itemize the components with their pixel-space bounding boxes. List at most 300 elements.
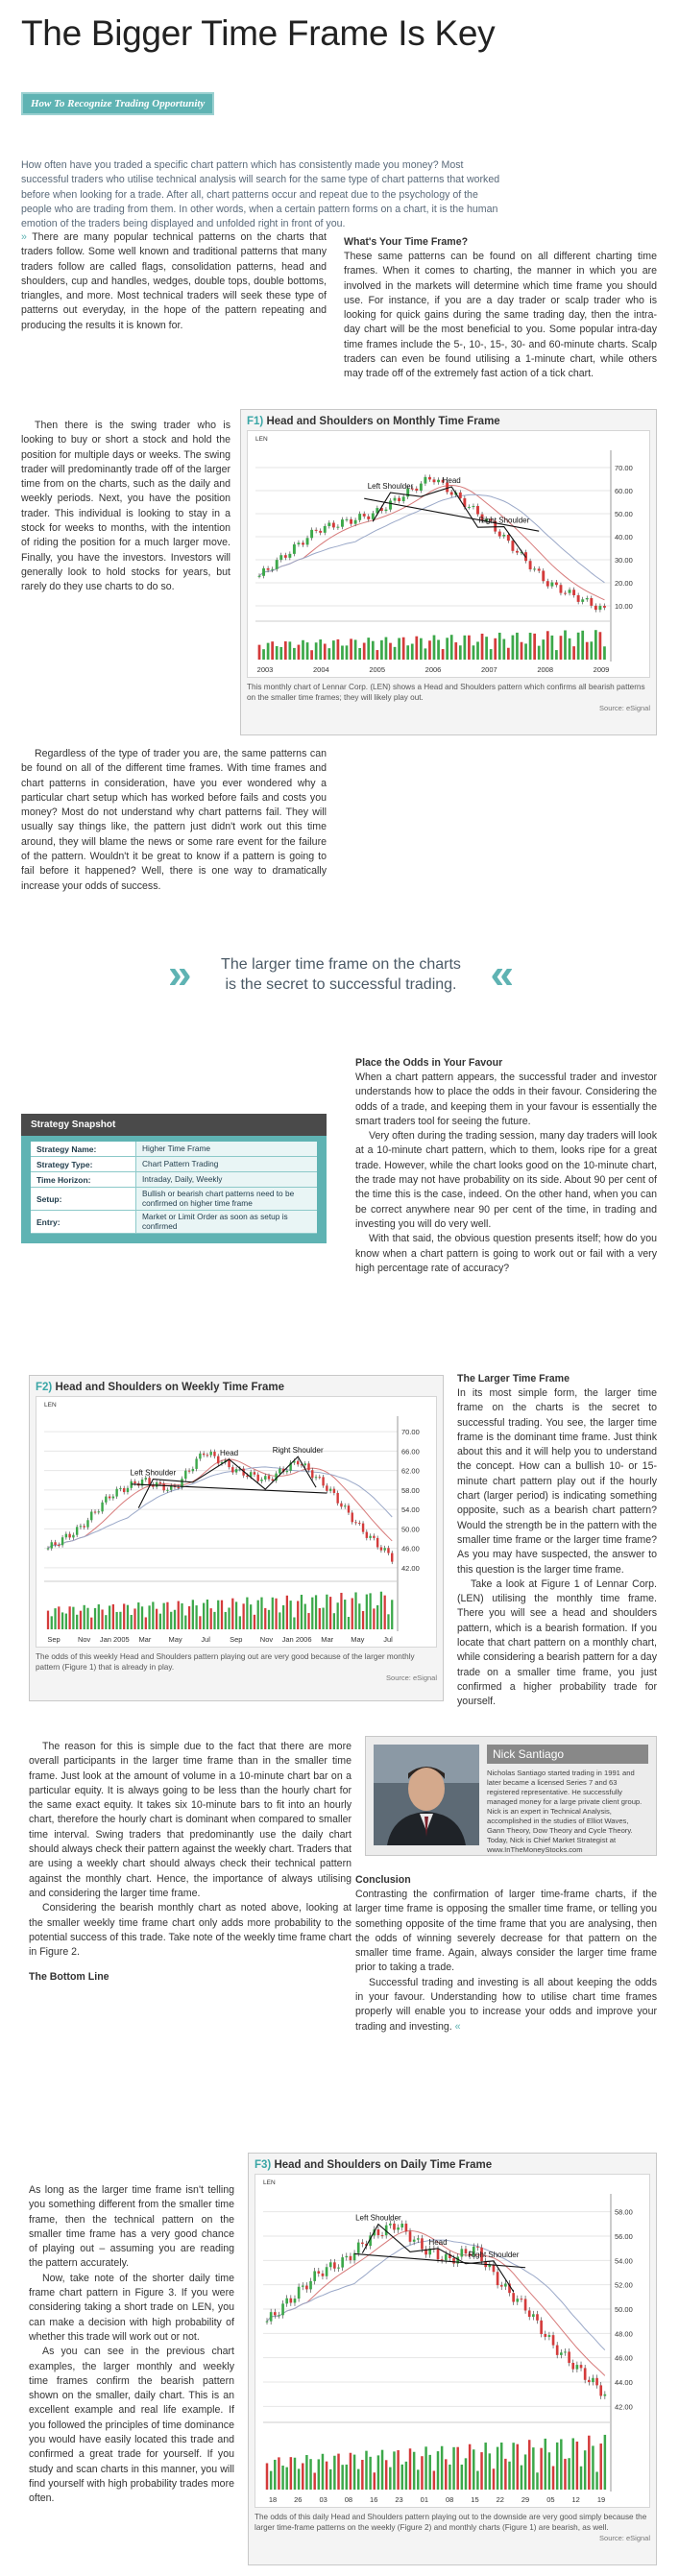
volume-bar: [363, 643, 366, 660]
volume-bar: [481, 634, 484, 660]
candle: [94, 1512, 96, 1513]
volume-bar: [148, 1605, 150, 1629]
volume-bar: [417, 2469, 419, 2490]
volume-bar: [480, 2452, 482, 2490]
volume-bar: [225, 1612, 227, 1629]
candle: [552, 2335, 555, 2345]
volume-bar: [584, 2450, 586, 2490]
volume-bar: [329, 2469, 331, 2490]
volume-bar: [353, 2455, 355, 2490]
volume-bar: [242, 1603, 244, 1629]
candle: [329, 2262, 332, 2267]
candle: [213, 1452, 215, 1457]
head-label: Head: [442, 475, 461, 485]
volume-bar: [572, 2438, 574, 2490]
y-tick-label: 60.00: [615, 487, 633, 495]
column-place-odds: [355, 1051, 657, 1276]
volume-bar: [346, 2465, 348, 2490]
candle: [504, 2283, 507, 2286]
volume-bar: [517, 2444, 519, 2490]
candle: [156, 1482, 158, 1487]
candle: [332, 522, 335, 527]
volume-bar: [592, 2445, 594, 2490]
volume-bar: [327, 648, 330, 660]
volume-bar: [393, 2451, 395, 2490]
volume-bar: [188, 1606, 190, 1629]
candle: [358, 1523, 360, 1524]
volume-bar: [239, 1616, 241, 1629]
candle: [84, 1526, 85, 1527]
volume-bar: [405, 2462, 407, 2490]
volume-bar: [309, 2459, 311, 2490]
volume-bar: [452, 2447, 454, 2490]
candle: [500, 2285, 503, 2286]
y-tick-label: 70.00: [401, 1428, 420, 1437]
candle: [307, 1463, 309, 1470]
candle: [90, 1512, 92, 1521]
candle: [350, 519, 352, 524]
volume-bar: [260, 1598, 262, 1629]
candle: [188, 1471, 190, 1472]
author-photo: [374, 1745, 479, 1845]
volume-bar: [560, 636, 563, 660]
volume-bar: [112, 1604, 114, 1629]
volume-bar: [568, 2458, 570, 2490]
candle: [559, 585, 562, 592]
volume-bar: [456, 2447, 458, 2490]
volume-bar: [184, 1616, 186, 1629]
candle: [178, 1487, 180, 1488]
candle: [313, 2271, 316, 2280]
volume-bar: [594, 630, 597, 660]
volume-bar: [391, 1600, 393, 1629]
end-mark: «: [451, 2020, 461, 2033]
volume-bar: [133, 1608, 135, 1629]
volume-bar: [381, 2450, 383, 2490]
volume-bar: [524, 643, 527, 660]
candle: [571, 2363, 574, 2370]
left-shoulder-label: Left Shoulder: [130, 1468, 177, 1478]
head-shoulders-outline: [138, 1457, 316, 1507]
volume-bar: [319, 639, 322, 660]
volume-bar: [411, 644, 414, 660]
candle: [203, 1454, 205, 1455]
candle: [272, 1480, 274, 1481]
volume-bar: [524, 2454, 526, 2490]
volume-bar: [369, 2457, 371, 2490]
volume-bar: [290, 1601, 292, 1629]
volume-bar: [54, 1608, 56, 1629]
candle: [502, 535, 505, 537]
paragraph-3: Then there is the swing trader who is looking to buy or short a stock and hold the position for multiple days or weeks. The swing trader will predominantly trade off of the larger time from on the charts, such as the daily and weekly periods. Next, you have the position trader. This individual is looking to stay in a stock for weeks to months, with the intention of riding the position for a much larger move. Finally, you have the investors. Investors will generally look to hold stocks for years, but rarely do they use charts to do so.: [21, 420, 230, 593]
volume-bar: [195, 1605, 197, 1629]
moving-average-line: [259, 494, 604, 583]
candle: [394, 498, 397, 501]
y-tick-label: 50.00: [401, 1525, 420, 1534]
x-tick-label: 15: [471, 2495, 479, 2504]
quote-line-2: is the secret to successful trading.: [225, 976, 457, 993]
candle: [540, 2321, 543, 2334]
x-tick-label: Jul: [201, 1635, 210, 1644]
candle: [433, 479, 436, 482]
y-tick-label: 54.00: [401, 1505, 420, 1515]
x-tick-label: 08: [445, 2495, 454, 2504]
candle: [354, 520, 357, 524]
volume-bar: [550, 636, 553, 660]
candle: [326, 2267, 328, 2276]
volume-bar: [298, 2468, 300, 2490]
volume-bar: [473, 645, 475, 660]
x-tick-label: Mar: [138, 1635, 152, 1644]
candle: [327, 522, 330, 525]
volume-bar: [586, 642, 589, 660]
x-tick-label: 16: [370, 2495, 378, 2504]
candle: [415, 489, 418, 491]
candle: [345, 2256, 348, 2257]
volume-bar: [384, 1596, 386, 1629]
volume-bar: [333, 2456, 335, 2490]
x-tick-label: May: [351, 1635, 365, 1644]
y-tick-label: 10.00: [615, 602, 633, 611]
candle: [341, 519, 344, 527]
volume-bar: [476, 641, 479, 660]
y-tick-label: 48.00: [615, 2329, 633, 2339]
candle: [512, 2293, 515, 2301]
volume-bar: [380, 640, 383, 660]
volume-bar: [65, 1614, 67, 1629]
snapshot-key: Strategy Name:: [31, 1142, 136, 1156]
volume-bar: [310, 650, 313, 660]
volume-bar: [217, 1601, 219, 1629]
volume-bar: [329, 1597, 331, 1629]
volume-bar: [473, 2449, 474, 2490]
volume-bar: [302, 2463, 303, 2490]
volume-bar: [326, 2462, 327, 2490]
candle: [532, 2314, 535, 2317]
portrait-icon: [374, 1745, 479, 1845]
volume-bar: [294, 2458, 296, 2490]
candle: [304, 1463, 306, 1465]
candle: [105, 1497, 107, 1503]
volume-bar: [468, 636, 471, 660]
volume-bar: [424, 648, 427, 660]
candle: [209, 1452, 211, 1456]
candle: [581, 599, 584, 602]
volume-bar: [47, 1611, 49, 1629]
candle: [507, 535, 510, 541]
candle: [362, 1524, 364, 1532]
volume-bar: [604, 2435, 606, 2490]
volume-bar: [367, 638, 370, 660]
candle: [109, 1497, 110, 1499]
candle: [372, 514, 375, 519]
volume-bar: [350, 638, 352, 660]
candle: [516, 2299, 519, 2301]
candle: [123, 1488, 125, 1492]
candle: [398, 498, 400, 501]
candle: [421, 2238, 424, 2249]
volume-bar: [346, 645, 349, 660]
candle: [348, 1505, 350, 1512]
candle: [76, 1527, 78, 1534]
volume-bar: [556, 2443, 558, 2490]
candle: [476, 506, 479, 515]
candle: [54, 1542, 56, 1545]
candle: [319, 531, 322, 533]
paragraph-12: As long as the larger time frame isn't telling you something different from the smaller time frame, then the technical pattern on the smaller time frame has a very good chance of playing out – assuming you are reading the pattern accurately.: [29, 2184, 234, 2270]
volume-bar: [572, 646, 575, 660]
volume-bar: [318, 2459, 320, 2490]
volume-bar: [313, 2472, 315, 2490]
volume-bar: [123, 1603, 125, 1629]
snapshot-row: [31, 1172, 317, 1188]
y-tick-label: 42.00: [401, 1563, 420, 1573]
figure-2-source: Source: eSignal: [386, 1673, 437, 1682]
paragraph-10: The reason for this is simple due to the fact that there are more overall participants in the larger time frame than in the smaller time frame. Just look at the amount of volume in a 10-minute chart bar on a particular equity. It is always going to be less than the hourly chart for the same exact equity. It takes six 10-minute bars to fit into an hourly chart, therefore the hourly chart is dominant when compared to smaller time interval. Swing traders that predominantly use the daily chart should always check their pattern against the weekly chart. Traders that are using a weekly chart should always check their technical pattern against the monthly chart. Hence, the importance of always utilising and considering the larger time frame.: [29, 1741, 352, 1899]
heading-bottom-line: The Bottom Line: [29, 1971, 109, 1984]
volume-bar: [166, 1602, 168, 1629]
candle: [231, 1467, 233, 1472]
snapshot-row: [31, 1157, 317, 1172]
candle: [235, 1469, 237, 1472]
figure-1-title: Head and Shoulders on Monthly Time Frame: [266, 416, 500, 427]
x-tick-label: 2009: [593, 665, 610, 674]
quote-open-mark: »: [168, 951, 192, 998]
volume-bar: [68, 1606, 70, 1629]
volume-bar: [532, 2447, 534, 2490]
volume-bar: [437, 639, 440, 660]
volume-bar: [101, 1609, 103, 1629]
volume-bar: [528, 2440, 530, 2490]
head-label: Head: [219, 1448, 239, 1457]
candle: [344, 1505, 346, 1506]
volume-bar: [181, 1603, 182, 1629]
volume-bar: [137, 1602, 139, 1629]
candle: [555, 583, 558, 586]
candle: [603, 606, 606, 608]
y-tick-label: 40.00: [615, 533, 633, 542]
candle: [192, 1469, 194, 1471]
candle: [310, 530, 313, 538]
x-tick-label: 01: [420, 2495, 429, 2504]
figure-3-chart: [255, 2175, 651, 2507]
column-bottom-left: [29, 2183, 234, 2507]
candle: [397, 2227, 400, 2229]
volume-bar: [569, 638, 571, 660]
candle: [400, 2224, 403, 2227]
snapshot-header: Strategy Snapshot: [21, 1114, 327, 1136]
candle: [195, 1458, 197, 1469]
volume-bar: [341, 645, 344, 660]
candle: [437, 480, 440, 482]
candle: [441, 2259, 444, 2260]
candle: [278, 2315, 280, 2316]
snapshot-row: [31, 1188, 317, 1211]
candle: [363, 514, 366, 517]
candle: [538, 568, 541, 570]
candle: [393, 2224, 396, 2230]
volume-bar: [500, 2443, 502, 2490]
volume-bar: [450, 635, 453, 660]
candle: [599, 2385, 602, 2395]
volume-bar: [498, 633, 501, 660]
volume-bar: [311, 1598, 313, 1629]
candle: [311, 1470, 313, 1478]
volume-bar: [254, 1615, 255, 1629]
candle: [340, 1504, 342, 1507]
volume-bar: [521, 2466, 522, 2490]
neckline: [364, 498, 539, 531]
candle: [381, 2235, 384, 2236]
candle: [528, 2310, 531, 2317]
candle: [333, 2262, 336, 2268]
volume-bar: [490, 649, 493, 660]
candle: [377, 2229, 380, 2235]
candle: [260, 1480, 262, 1481]
figure-2-title: Head and Shoulders on Weekly Time Frame: [55, 1382, 285, 1393]
left-shoulder-label: Left Shoulder: [355, 2213, 401, 2223]
author-bio: Nicholas Santiago started trading in 1991 and later became a licensed Series 7 and 63 registered representative. He successfully managed money for a large private client group. Nick is an expert in Technical Analysis, accomplished in the studies of Elliot Waves, Gann Theory, Dow Theory and Cycle Theory. Today, Nick is Chief Market Strategist at www.InTheMoneyStocks.com: [487, 1769, 643, 1854]
candle: [409, 2231, 412, 2242]
volume-bar: [257, 1601, 259, 1629]
volume-bar: [369, 1593, 371, 1629]
snapshot-value: Market or Limit Order as soon as setup is confirmed: [136, 1211, 317, 1233]
snapshot-key: Entry:: [31, 1211, 136, 1233]
volume-bar: [131, 1615, 133, 1629]
volume-bar: [546, 631, 549, 660]
volume-bar: [485, 637, 488, 660]
candle: [594, 606, 597, 610]
figure-2-number: F2): [36, 1382, 53, 1393]
volume-bar: [389, 2468, 391, 2490]
x-tick-label: 18: [268, 2495, 278, 2504]
candle: [498, 532, 501, 537]
neckline: [132, 1484, 327, 1493]
snapshot-key: Strategy Type:: [31, 1157, 136, 1171]
figure-3-number: F3): [255, 2159, 272, 2171]
volume-bar: [271, 641, 274, 660]
volume-bar: [307, 1613, 309, 1629]
volume-bar: [373, 1608, 375, 1629]
volume-bar: [469, 2444, 471, 2490]
x-tick-label: Jul: [383, 1635, 393, 1644]
volume-bar: [94, 1608, 96, 1629]
candle: [112, 1497, 114, 1499]
volume-bar: [576, 2442, 578, 2490]
volume-bar: [493, 2468, 495, 2490]
candle: [590, 598, 593, 606]
volume-bar: [374, 2472, 376, 2490]
candle: [389, 2224, 392, 2226]
volume-bar: [90, 1618, 92, 1629]
candle: [369, 1536, 371, 1538]
candle: [199, 1454, 201, 1459]
volume-bar: [344, 1600, 346, 1629]
candle: [576, 2365, 579, 2370]
volume-bar: [268, 1610, 270, 1629]
candle: [262, 568, 265, 576]
candle: [358, 514, 361, 520]
volume-bar: [548, 2452, 550, 2490]
volume-bar: [540, 2448, 542, 2490]
snapshot-value: Higher Time Frame: [136, 1142, 317, 1156]
volume-bar: [413, 2452, 415, 2490]
figure-3-source: Source: eSignal: [599, 2534, 650, 2542]
x-tick-label: Jan 2006: [281, 1635, 312, 1644]
x-tick-label: 19: [596, 2495, 606, 2504]
snapshot-row: [31, 1142, 317, 1157]
candle: [317, 2271, 320, 2273]
paragraph-15: Contrasting the confirmation of larger time-frame charts, if the larger time frame is opposing the smaller time frame, or telling you something opposite of the time frame that you are analysing, then the odds of winning severely decrease for that pattern on the smaller time frame. Again, always consider the larger time frame prior to taking a trade.: [355, 1889, 657, 1974]
candle: [279, 1469, 280, 1474]
candle: [461, 2249, 464, 2256]
snapshot-row: [31, 1211, 317, 1234]
candle: [61, 1537, 63, 1545]
volume-bar: [533, 634, 536, 660]
volume-bar: [174, 1610, 176, 1629]
candle: [279, 555, 282, 560]
paragraph-4: Regardless of the type of trader you are, the same patterns can be found on all of the different time frames. With time frames and chart patterns in consideration, have you ever wondered why a particular chart setup which has worked before fails and costs you money? Most do not understand why chart patterns fail. They will usually say things like, the pattern just didn't work out this time around, they will blame the news or some rare event for the failure of the pattern. Wouldn't it be great to know if a pattern is going to fail before it happened? Well, there is one way to dramatically increase your odds of success.: [21, 748, 327, 892]
volume-bar: [305, 2455, 307, 2490]
candle: [550, 583, 553, 587]
volume-bar: [213, 1612, 215, 1629]
figure-2: [29, 1375, 444, 1701]
volume-bar: [494, 638, 497, 660]
y-tick-label: 44.00: [615, 2378, 633, 2387]
volume-bar: [449, 2465, 450, 2490]
column-conclusion: [355, 1868, 657, 2034]
quote-line-1: The larger time frame on the charts: [221, 956, 461, 973]
candle: [297, 542, 300, 544]
snapshot-key: Time Horizon:: [31, 1172, 136, 1187]
candle: [544, 2334, 546, 2337]
volume-bar: [109, 1605, 110, 1629]
volume-bar: [246, 1598, 248, 1629]
y-tick-label: 52.00: [615, 2280, 633, 2290]
candle: [127, 1488, 129, 1492]
volume-bar: [389, 643, 392, 660]
volume-bar: [580, 2467, 582, 2490]
candle: [133, 1481, 135, 1483]
candle: [556, 2346, 559, 2355]
candle: [341, 2257, 344, 2267]
figure-1-chart: [248, 431, 651, 677]
candle: [101, 1503, 103, 1511]
candle: [598, 606, 601, 610]
volume-bar: [564, 2459, 566, 2490]
paragraph-16: [355, 1976, 657, 2034]
candle: [450, 492, 453, 494]
volume-bar: [354, 639, 357, 660]
volume-bar: [350, 2453, 352, 2490]
candle: [568, 2351, 570, 2363]
y-tick-label: 30.00: [615, 556, 633, 565]
candle: [376, 1538, 378, 1548]
volume-bar: [228, 1607, 230, 1629]
volume-bar: [603, 646, 606, 660]
candle: [80, 1526, 82, 1527]
volume-bar: [51, 1616, 53, 1629]
volume-bar: [446, 638, 449, 660]
candle: [309, 2281, 312, 2290]
volume-bar: [385, 2460, 387, 2490]
candle: [417, 2238, 420, 2239]
volume-bar: [484, 2443, 486, 2490]
volume-bar: [354, 1592, 356, 1629]
x-tick-label: Jan 2005: [99, 1635, 130, 1644]
volume-bar: [445, 2459, 447, 2490]
volume-bar: [116, 1612, 118, 1629]
